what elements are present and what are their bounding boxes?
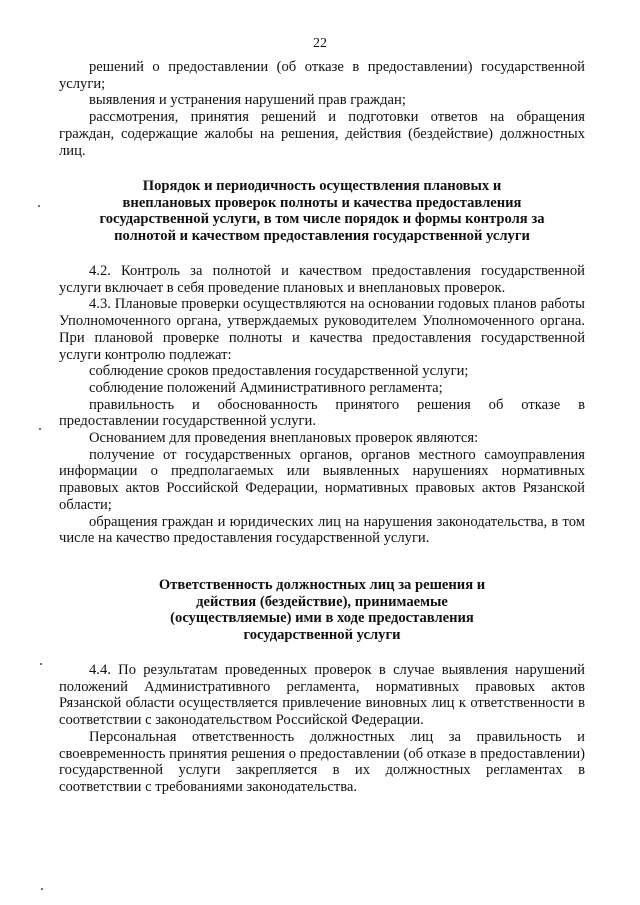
unplanned-grounds-intro: Основанием для проведения внеплановых проверок являются: (89, 430, 479, 447)
intro-text (59, 59, 585, 159)
section2-heading-line: действия (бездействие), принимаемые (196, 593, 448, 610)
section1-body (59, 263, 585, 547)
section1-heading-line: внеплановых проверок полноты и качества предоставления (122, 194, 522, 211)
scan-speck (40, 663, 42, 665)
unplanned-ground-information: получение от государственных органов, органов местного самоуправления информации о предполагаемых или выявленных нарушениях нормативных правовых актов Российской Федерации, нормативных правовых актов Рязанской области; (59, 446, 585, 513)
section1-heading-line: государственной услуги, в том числе порядок и формы контроля за (99, 211, 545, 228)
scan-speck (39, 428, 41, 430)
paragraph-4-3: 4.3. Плановые проверки осуществляются на основании годовых планов работы Уполномоченного органа, утверждаемых руководителем Уполномоченного органа. При плановой проверке полноты и качества предоставления государственной услуги контролю подлежат: (59, 296, 585, 363)
section1-heading (59, 178, 585, 245)
personal-responsibility-paragraph: Персональная ответственность должностных лиц за правильность и своевременность принятия решения о предоставлении (об отказе в предоставлении) государственной услуги закрепляется в их должностных регламентах в соответствии с требованиями законодательства. (59, 728, 585, 795)
section2-heading-line: Ответственность должностных лиц за решения и (158, 577, 486, 593)
control-item-terms: соблюдение сроков предоставления государственной услуги; (89, 363, 469, 380)
intro-paragraph-3-rest: граждан, содержащие жалобы на решения, действия (бездействие) должностных лиц. (59, 125, 585, 159)
scan-speck (41, 888, 43, 890)
page-number: 22 (313, 36, 327, 51)
intro-paragraph-2: выявления и устранения нарушений прав граждан; (89, 92, 406, 109)
intro-paragraph-1-line-2: услуги; (59, 75, 106, 92)
section2-heading (59, 577, 585, 644)
intro-paragraph-3-line-1: рассмотрения, принятия решений и подготовки ответов на обращения (89, 109, 585, 126)
paragraph-4-2: 4.2. Контроль за полнотой и качеством предоставления государственной услуги включает в себя проведение плановых и внеплановых проверок. (59, 263, 585, 296)
section1-heading-line: Порядок и периодичность осуществления плановых и (142, 178, 502, 194)
unplanned-ground-appeals: обращения граждан и юридических лиц на нарушения законодательства, в том числе на качество предоставления государственной услуги. (59, 513, 585, 547)
scan-speck (38, 205, 40, 207)
section2-heading-line: государственной услуги (243, 627, 401, 644)
control-item-regulation: соблюдение положений Административного регламента; (89, 379, 443, 396)
paragraph-4-4: 4.4. По результатам проведенных проверок в случае выявления нарушений положений Административного регламента, нормативных правовых актов Рязанской области осуществляется привлечение виновных лиц к ответственности в соответствии с законодательством Российской Федерации. (59, 662, 585, 729)
section2-body (59, 662, 585, 796)
control-item-refusal: правильность и обоснованность принятого решения об отказе в предоставлении государственной услуги. (59, 396, 585, 430)
section2-heading-line: (осуществляемые) ими в ходе предоставления (170, 610, 474, 627)
section1-heading-line: полнотой и качеством предоставления государственной услуги (114, 228, 530, 245)
intro-paragraph-1-line-1: решений о предоставлении (об отказе в предоставлении) государственной (89, 59, 585, 75)
